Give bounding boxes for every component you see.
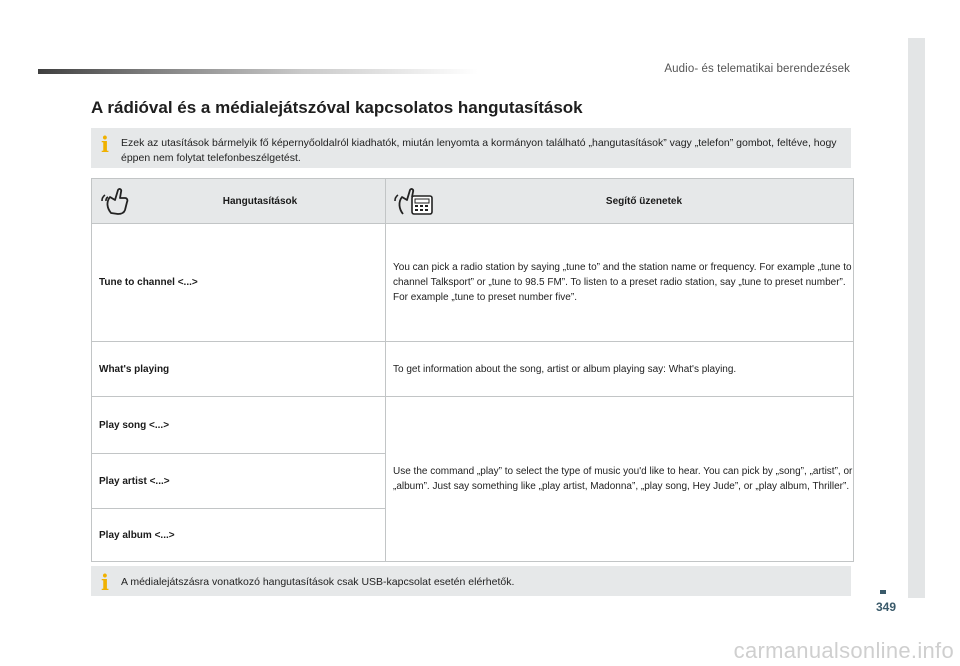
info-text: Ezek az utasítások bármelyik fő képernyőoldalról kiadhatók, miután lenyomta a kormányon található „hangutasítások” vagy „telefon” gombot, feltéve, hogy éppen nem folytat telefonbeszélgetést. xyxy=(121,137,837,164)
section-title: Audio- és telematikai berendezések xyxy=(664,63,850,75)
info-box-bottom xyxy=(91,566,851,596)
voice-help-icon xyxy=(393,186,435,216)
help-cell: Use the command „play” to select the type of music you'd like to hear. You can pick by „song”, „artist”, or „album”. Just say something like „play artist, Madonna”, „play song, Hey Jude”, or „play album, Thriller”. xyxy=(386,397,854,562)
table-header-row xyxy=(92,179,854,224)
help-cell: You can pick a radio station by saying „tune to” and the station name or frequency. For example „tune to channel Talksport” or „tune to 98.5 FM”. To listen to a preset radio station, say „tune to preset number”. For example „tune to preset number five”. xyxy=(386,224,854,342)
command-cell: Play song <...> xyxy=(92,397,386,454)
voice-command-icon xyxy=(99,186,135,216)
info-icon: i xyxy=(101,570,109,595)
header-gradient-bar xyxy=(38,69,478,74)
page-side-strip xyxy=(908,38,925,598)
info-icon: i xyxy=(101,132,109,157)
command-cell: Play artist <...> xyxy=(92,454,386,509)
command-cell: Play album <...> xyxy=(92,509,386,562)
command-cell: Tune to channel <...> xyxy=(92,224,386,342)
header-commands xyxy=(92,179,386,224)
help-cell: To get information about the song, artist or album playing say: What's playing. xyxy=(386,342,854,397)
command-cell: What's playing xyxy=(92,342,386,397)
info-text: A médialejátszásra vonatkozó hangutasítások csak USB-kapcsolat esetén elérhetők. xyxy=(121,576,515,588)
header-help xyxy=(386,179,854,224)
page-title: A rádióval és a médialejátszóval kapcsolatos hangutasítások xyxy=(91,98,583,117)
table-row xyxy=(92,224,854,342)
watermark: carmanualsonline.info xyxy=(733,638,954,663)
info-box-top xyxy=(91,128,851,168)
page-number-mark xyxy=(880,590,886,594)
table-row xyxy=(92,342,854,397)
header-commands-label: Hangutasítások xyxy=(222,195,298,207)
voice-commands-table xyxy=(91,178,854,562)
header-help-label: Segítő üzenetek xyxy=(605,195,683,207)
page-number: 349 xyxy=(876,600,897,614)
table-row xyxy=(92,397,854,454)
